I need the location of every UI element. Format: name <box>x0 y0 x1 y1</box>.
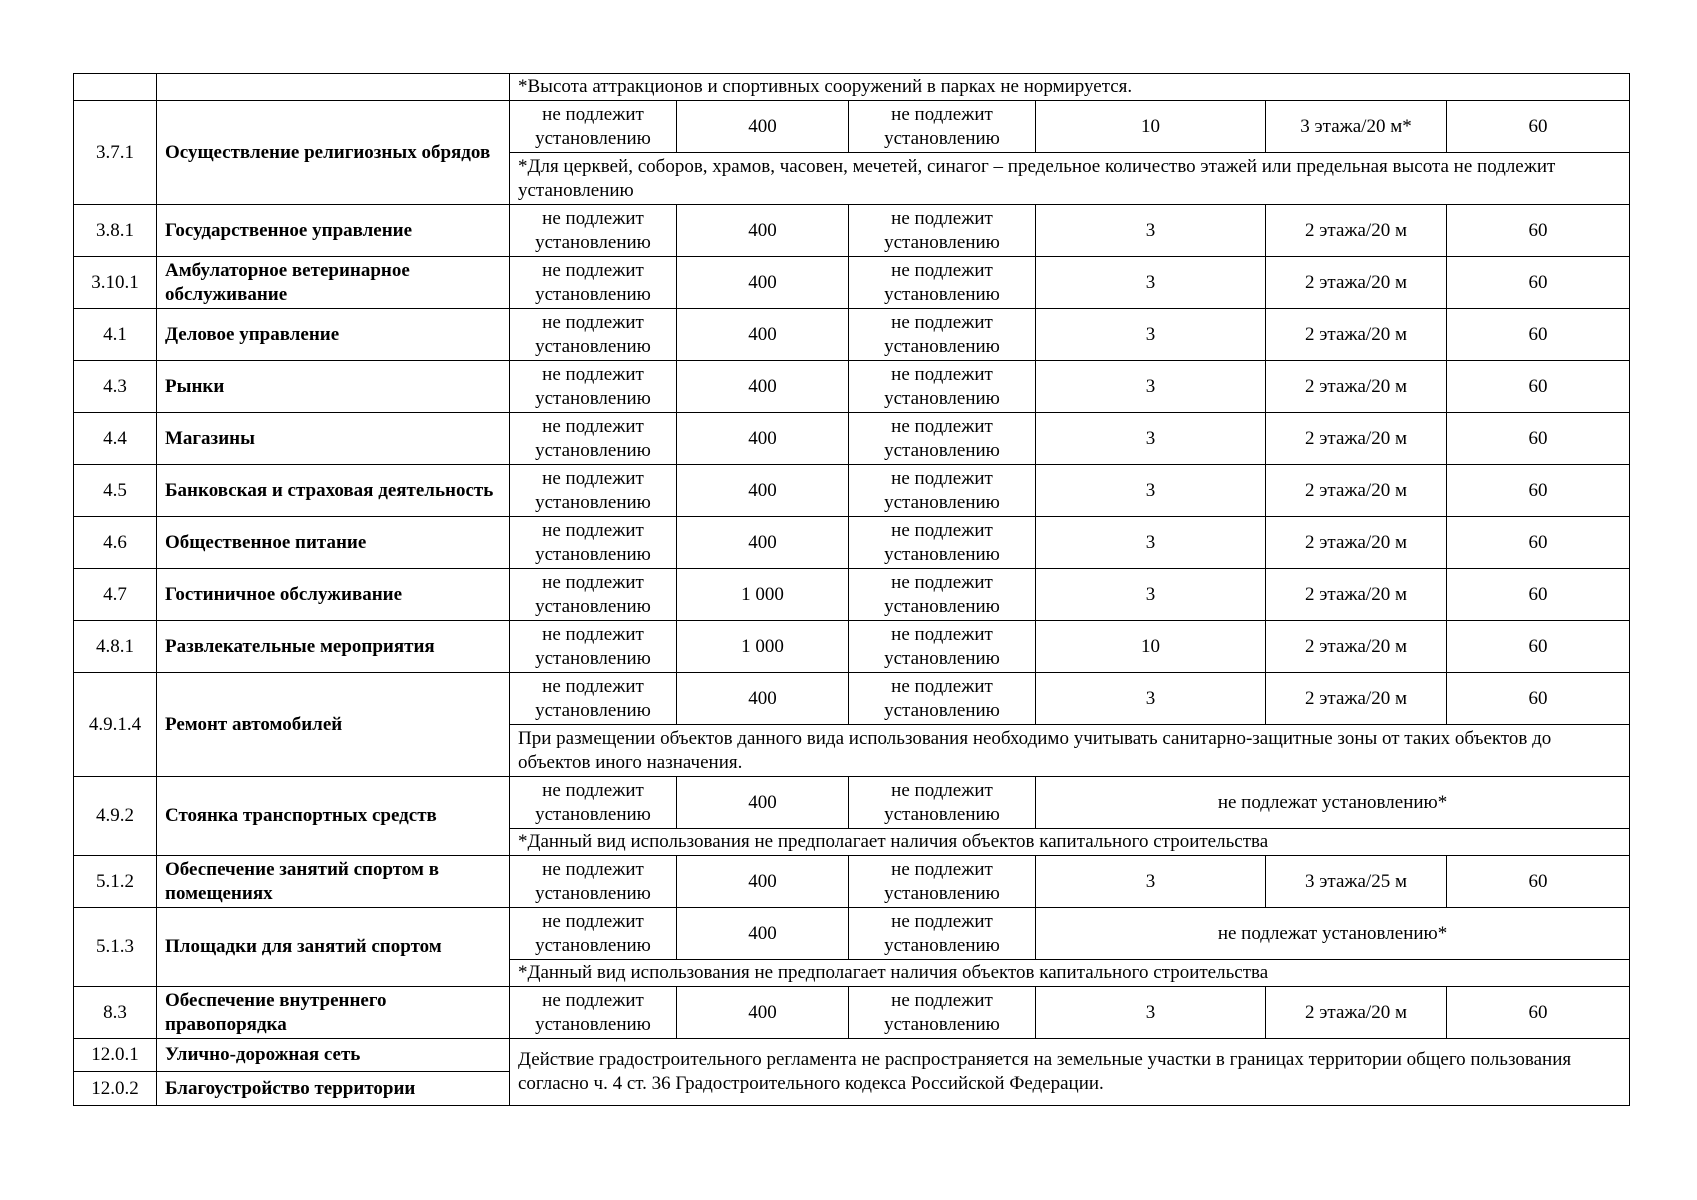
name-cell: Гостиничное обслуживание <box>157 569 510 621</box>
table-row <box>74 74 1630 101</box>
value-cell: 400 <box>677 309 849 361</box>
value-cell: не подлежит установлению <box>849 673 1036 725</box>
value-cell: не подлежит установлению <box>849 621 1036 673</box>
code-cell: 3.7.1 <box>74 101 157 205</box>
code-cell: 3.8.1 <box>74 205 157 257</box>
value-cell: не подлежит установлению <box>510 569 677 621</box>
value-cell: не подлежат установлению* <box>1036 777 1630 829</box>
value-cell: 60 <box>1447 309 1630 361</box>
value-cell: не подлежит установлению <box>849 517 1036 569</box>
code-cell: 5.1.2 <box>74 856 157 908</box>
name-cell: Стоянка транспортных средств <box>157 777 510 856</box>
name-cell <box>157 74 510 101</box>
value-cell: 60 <box>1447 673 1630 725</box>
value-cell: не подлежит установлению <box>849 309 1036 361</box>
value-cell: не подлежит установлению <box>510 101 677 153</box>
value-cell: 2 этажа/20 м <box>1266 621 1447 673</box>
value-cell: 3 <box>1036 856 1266 908</box>
value-cell: не подлежит установлению <box>849 205 1036 257</box>
row-note: Действие градостроительного регламента не распространяется на земельные участки в границах территории общего пользования согласно ч. 4 ст. 36 Градостроительного кодекса Российской Федерации. <box>510 1039 1630 1106</box>
value-cell: не подлежит установлению <box>849 465 1036 517</box>
name-cell: Магазины <box>157 413 510 465</box>
value-cell: 2 этажа/20 м <box>1266 205 1447 257</box>
value-cell: не подлежит установлению <box>849 777 1036 829</box>
value-cell: не подлежит установлению <box>510 413 677 465</box>
code-cell: 4.9.1.4 <box>74 673 157 777</box>
value-cell: не подлежит установлению <box>510 777 677 829</box>
code-cell: 4.3 <box>74 361 157 413</box>
table-row <box>74 257 1630 309</box>
value-cell: 400 <box>677 361 849 413</box>
value-cell: 60 <box>1447 205 1630 257</box>
value-cell: 2 этажа/20 м <box>1266 361 1447 413</box>
value-cell: 3 этажа/25 м <box>1266 856 1447 908</box>
name-cell: Площадки для занятий спортом <box>157 908 510 987</box>
table-row <box>74 413 1630 465</box>
value-cell: не подлежит установлению <box>510 987 677 1039</box>
name-cell: Обеспечение внутреннего правопорядка <box>157 987 510 1039</box>
code-cell: 4.6 <box>74 517 157 569</box>
name-cell: Амбулаторное ветеринарное обслуживание <box>157 257 510 309</box>
value-cell: 400 <box>677 856 849 908</box>
value-cell: 400 <box>677 987 849 1039</box>
value-cell: 400 <box>677 517 849 569</box>
value-cell: не подлежит установлению <box>510 621 677 673</box>
value-cell: 400 <box>677 777 849 829</box>
code-cell: 12.0.1 <box>74 1039 157 1072</box>
value-cell: 2 этажа/20 м <box>1266 309 1447 361</box>
name-cell: Рынки <box>157 361 510 413</box>
value-cell: не подлежит установлению <box>510 309 677 361</box>
value-cell: не подлежит установлению <box>849 413 1036 465</box>
table-row <box>74 309 1630 361</box>
table-row <box>74 465 1630 517</box>
value-cell: 3 <box>1036 517 1266 569</box>
value-cell: 1 000 <box>677 621 849 673</box>
value-cell: не подлежит установлению <box>510 673 677 725</box>
name-cell: Обеспечение занятий спортом в помещениях <box>157 856 510 908</box>
table-row <box>74 205 1630 257</box>
table-row <box>74 777 1630 829</box>
code-cell <box>74 74 157 101</box>
value-cell: 60 <box>1447 621 1630 673</box>
row-note: *Данный вид использования не предполагает наличия объектов капитального строительства <box>510 829 1630 856</box>
value-cell: 3 <box>1036 465 1266 517</box>
value-cell: 60 <box>1447 569 1630 621</box>
value-cell: 60 <box>1447 361 1630 413</box>
value-cell: не подлежит установлению <box>849 257 1036 309</box>
code-cell: 4.7 <box>74 569 157 621</box>
table-row <box>74 621 1630 673</box>
row-note: *Для церквей, соборов, храмов, часовен, мечетей, синагог – предельное количество этажей или предельная высота не подлежит установлению <box>510 153 1630 205</box>
value-cell: 3 <box>1036 569 1266 621</box>
value-cell: не подлежит установлению <box>510 205 677 257</box>
value-cell: 60 <box>1447 465 1630 517</box>
code-cell: 3.10.1 <box>74 257 157 309</box>
value-cell: 2 этажа/20 м <box>1266 987 1447 1039</box>
code-cell: 5.1.3 <box>74 908 157 987</box>
row-note: При размещении объектов данного вида использования необходимо учитывать санитарно-защитные зоны от таких объектов до объектов иного назначения. <box>510 725 1630 777</box>
value-cell: 60 <box>1447 101 1630 153</box>
code-cell: 4.1 <box>74 309 157 361</box>
row-note: *Высота аттракционов и спортивных сооружений в парках не нормируется. <box>510 74 1630 101</box>
value-cell: 3 <box>1036 361 1266 413</box>
value-cell: 2 этажа/20 м <box>1266 257 1447 309</box>
value-cell: 2 этажа/20 м <box>1266 517 1447 569</box>
name-cell: Деловое управление <box>157 309 510 361</box>
table-row <box>74 101 1630 153</box>
value-cell: 3 <box>1036 205 1266 257</box>
name-cell: Улично-дорожная сеть <box>157 1039 510 1072</box>
value-cell: 400 <box>677 908 849 960</box>
name-cell: Ремонт автомобилей <box>157 673 510 777</box>
value-cell: 400 <box>677 257 849 309</box>
value-cell: не подлежит установлению <box>849 908 1036 960</box>
table-row <box>74 673 1630 725</box>
value-cell: 2 этажа/20 м <box>1266 465 1447 517</box>
value-cell: 3 этажа/20 м* <box>1266 101 1447 153</box>
name-cell: Банковская и страховая деятельность <box>157 465 510 517</box>
value-cell: 400 <box>677 465 849 517</box>
row-note: *Данный вид использования не предполагает наличия объектов капитального строительства <box>510 960 1630 987</box>
value-cell: 400 <box>677 413 849 465</box>
code-cell: 12.0.2 <box>74 1072 157 1106</box>
value-cell: не подлежит установлению <box>849 361 1036 413</box>
code-cell: 4.4 <box>74 413 157 465</box>
value-cell: не подлежит установлению <box>849 856 1036 908</box>
value-cell: 10 <box>1036 621 1266 673</box>
value-cell: не подлежит установлению <box>510 908 677 960</box>
value-cell: 2 этажа/20 м <box>1266 673 1447 725</box>
value-cell: 60 <box>1447 856 1630 908</box>
value-cell: 60 <box>1447 257 1630 309</box>
regulation-table <box>73 73 1630 1106</box>
code-cell: 4.8.1 <box>74 621 157 673</box>
table-row <box>74 569 1630 621</box>
table-row <box>74 1039 1630 1072</box>
value-cell: 400 <box>677 673 849 725</box>
value-cell: 2 этажа/20 м <box>1266 569 1447 621</box>
value-cell: 3 <box>1036 257 1266 309</box>
value-cell: 60 <box>1447 987 1630 1039</box>
value-cell: 10 <box>1036 101 1266 153</box>
value-cell: не подлежит установлению <box>849 101 1036 153</box>
value-cell: 60 <box>1447 413 1630 465</box>
value-cell: 1 000 <box>677 569 849 621</box>
name-cell: Осуществление религиозных обрядов <box>157 101 510 205</box>
value-cell: не подлежит установлению <box>510 361 677 413</box>
table-row <box>74 908 1630 960</box>
value-cell: не подлежит установлению <box>510 856 677 908</box>
table-row <box>74 517 1630 569</box>
value-cell: 400 <box>677 205 849 257</box>
value-cell: 3 <box>1036 413 1266 465</box>
value-cell: не подлежит установлению <box>510 257 677 309</box>
value-cell: 400 <box>677 101 849 153</box>
value-cell: 3 <box>1036 309 1266 361</box>
name-cell: Государственное управление <box>157 205 510 257</box>
value-cell: 60 <box>1447 517 1630 569</box>
value-cell: 2 этажа/20 м <box>1266 413 1447 465</box>
table-row <box>74 987 1630 1039</box>
name-cell: Благоустройство территории <box>157 1072 510 1106</box>
table-row <box>74 856 1630 908</box>
value-cell: не подлежит установлению <box>849 569 1036 621</box>
code-cell: 4.9.2 <box>74 777 157 856</box>
value-cell: не подлежат установлению* <box>1036 908 1630 960</box>
table-row <box>74 361 1630 413</box>
value-cell: 3 <box>1036 987 1266 1039</box>
value-cell: не подлежит установлению <box>510 465 677 517</box>
name-cell: Развлекательные мероприятия <box>157 621 510 673</box>
name-cell: Общественное питание <box>157 517 510 569</box>
value-cell: 3 <box>1036 673 1266 725</box>
value-cell: не подлежит установлению <box>510 517 677 569</box>
value-cell: не подлежит установлению <box>849 987 1036 1039</box>
code-cell: 8.3 <box>74 987 157 1039</box>
code-cell: 4.5 <box>74 465 157 517</box>
